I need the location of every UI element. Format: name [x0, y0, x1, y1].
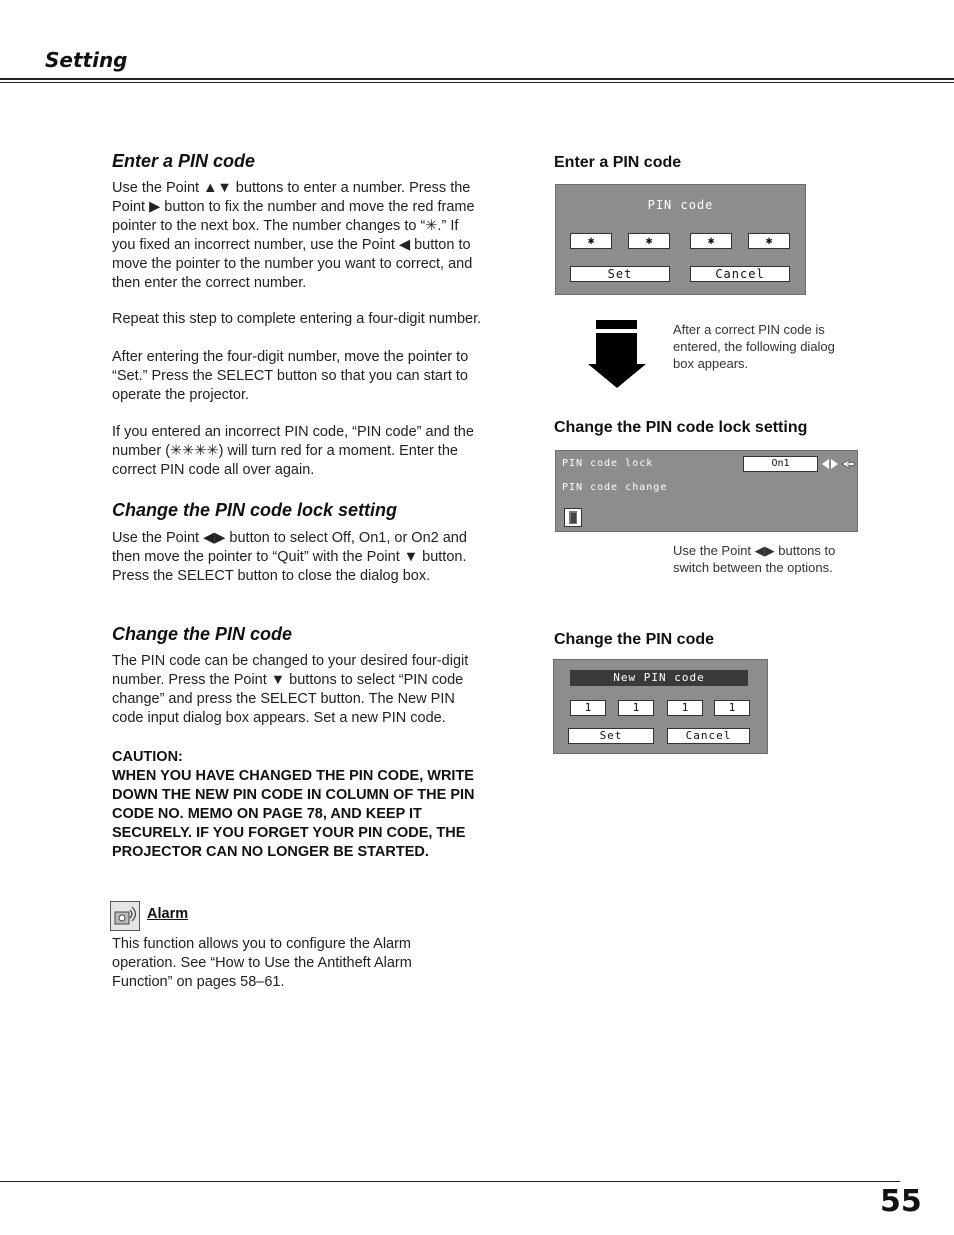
caution-line: WHEN YOU HAVE CHANGED THE PIN CODE, WRITE: [112, 768, 474, 784]
pin-digit-1[interactable]: ✱: [570, 233, 612, 249]
text-line: code input dialog box appears. Set a new PIN code.: [112, 710, 446, 726]
right-heading-enter-pin: Enter a PIN code: [554, 154, 682, 171]
text-line: correct PIN code all over again.: [112, 462, 315, 478]
text-line: entered, the following dialog: [673, 339, 835, 354]
dialog-title: New PIN code: [613, 671, 705, 684]
text-line: Press the SELECT button to close the dialog box.: [112, 568, 431, 584]
text-line: switch between the options.: [673, 560, 833, 575]
text-line: The PIN code can be changed to your desired four-digit: [112, 653, 469, 669]
alarm-link[interactable]: Alarm: [147, 906, 189, 922]
quit-icon[interactable]: [564, 508, 582, 527]
text-line: operate the projector.: [112, 387, 250, 403]
text-line: operation. See “How to Use the Antitheft Alarm: [112, 955, 412, 971]
text-line: then move the pointer to “Quit” with the Point ▼ button.: [112, 549, 467, 565]
section-title: Setting: [45, 48, 128, 72]
text-line: After a correct PIN code is: [673, 322, 825, 337]
new-pin-dialog: [553, 659, 768, 754]
text-line: Point ▶ button to fix the number and move the red frame: [112, 199, 475, 215]
text-line: This function allows you to configure the Alarm: [112, 936, 412, 952]
enter-pin-paragraph-3: [112, 348, 517, 405]
caution-line: SECURELY. IF YOU FORGET YOUR PIN CODE, THE: [112, 825, 466, 841]
text-line: “Set.” Press the SELECT button so that you can start to: [112, 368, 468, 384]
text-line: Use the Point ◀▶ button to select Off, On1, or On2 and: [112, 530, 467, 546]
heading-enter-pin: Enter a PIN code: [112, 151, 256, 171]
text-line: If you entered an incorrect PIN code, “PIN code” and the: [112, 424, 474, 440]
new-pin-title-bar: [570, 670, 748, 686]
caution-line: DOWN THE NEW PIN CODE IN COLUMN OF THE PIN: [112, 787, 475, 803]
text-line: change” and press the SELECT button. The New PIN: [112, 691, 455, 707]
text-line: move the pointer to the number you want to correct, and: [112, 256, 473, 272]
down-arrow-icon: [586, 318, 648, 390]
right-heading-lock: Change the PIN code lock setting: [554, 419, 808, 436]
left-right-arrows-icon[interactable]: [821, 457, 855, 471]
footer-rule: [0, 1181, 900, 1182]
pin-lock-menu: [555, 450, 858, 532]
caution-line: CODE NO. MEMO ON PAGE 78, AND KEEP IT: [112, 806, 422, 822]
menu-item-pin-code-lock[interactable]: PIN code lock: [562, 458, 654, 469]
heading-lock-setting: Change the PIN code lock setting: [112, 500, 398, 520]
pin-digit-3[interactable]: ✱: [690, 233, 732, 249]
menu-item-pin-code-change[interactable]: PIN code change: [562, 482, 668, 493]
alarm-paragraph: [112, 935, 517, 992]
text-line: box appears.: [673, 356, 749, 371]
text-line: After entering the four-digit number, move the pointer to: [112, 349, 469, 365]
alarm-icon: [110, 901, 140, 931]
heading-change-pin: Change the PIN code: [112, 624, 293, 644]
new-pin-digit-3[interactable]: 1: [667, 700, 703, 716]
new-pin-digit-2[interactable]: 1: [618, 700, 654, 716]
set-button[interactable]: Set: [570, 266, 670, 282]
after-correct-note: [673, 321, 858, 372]
pin-digit-4[interactable]: ✱: [748, 233, 790, 249]
enter-pin-paragraph-1: [112, 179, 517, 293]
page-number: 55: [880, 1184, 922, 1219]
dialog-title: PIN code: [647, 198, 714, 212]
text-line: you fixed an incorrect number, use the Point ◀ button to: [112, 237, 471, 253]
cancel-button[interactable]: Cancel: [667, 728, 750, 744]
pin-code-dialog: [555, 184, 806, 295]
text-line: Use the Point ▲▼ buttons to enter a number. Press the: [112, 180, 471, 196]
lock-setting-paragraph: [112, 529, 517, 586]
text-line: number (✳✳✳✳) will turn red for a moment. Enter the: [112, 443, 458, 459]
header-rule-thin: [0, 82, 954, 83]
switch-options-note: [673, 542, 858, 576]
change-pin-paragraph: [112, 652, 517, 728]
text-line: Function” on pages 58–61.: [112, 974, 285, 990]
text-line: number. Press the Point ▼ buttons to select “PIN code: [112, 672, 464, 688]
lock-value-field[interactable]: On1: [743, 456, 818, 472]
enter-pin-paragraph-4: [112, 423, 517, 480]
enter-pin-paragraph-2: Repeat this step to complete entering a four-digit number.: [112, 311, 482, 327]
cancel-button[interactable]: Cancel: [690, 266, 790, 282]
text-line: then enter the correct number.: [112, 275, 307, 291]
pin-digit-2[interactable]: ✱: [628, 233, 670, 249]
right-heading-change: Change the PIN code: [554, 631, 715, 648]
caution-line: CAUTION:: [112, 749, 183, 765]
text-line: Use the Point ◀▶ buttons to: [673, 543, 836, 558]
set-button[interactable]: Set: [568, 728, 654, 744]
caution-block: [112, 748, 517, 862]
caution-line: PROJECTOR CAN NO LONGER BE STARTED.: [112, 844, 429, 860]
new-pin-digit-4[interactable]: 1: [714, 700, 750, 716]
text-line: pointer to the next box. The number changes to “✳.” If: [112, 218, 459, 234]
header-rule: [0, 78, 954, 80]
new-pin-digit-1[interactable]: 1: [570, 700, 606, 716]
